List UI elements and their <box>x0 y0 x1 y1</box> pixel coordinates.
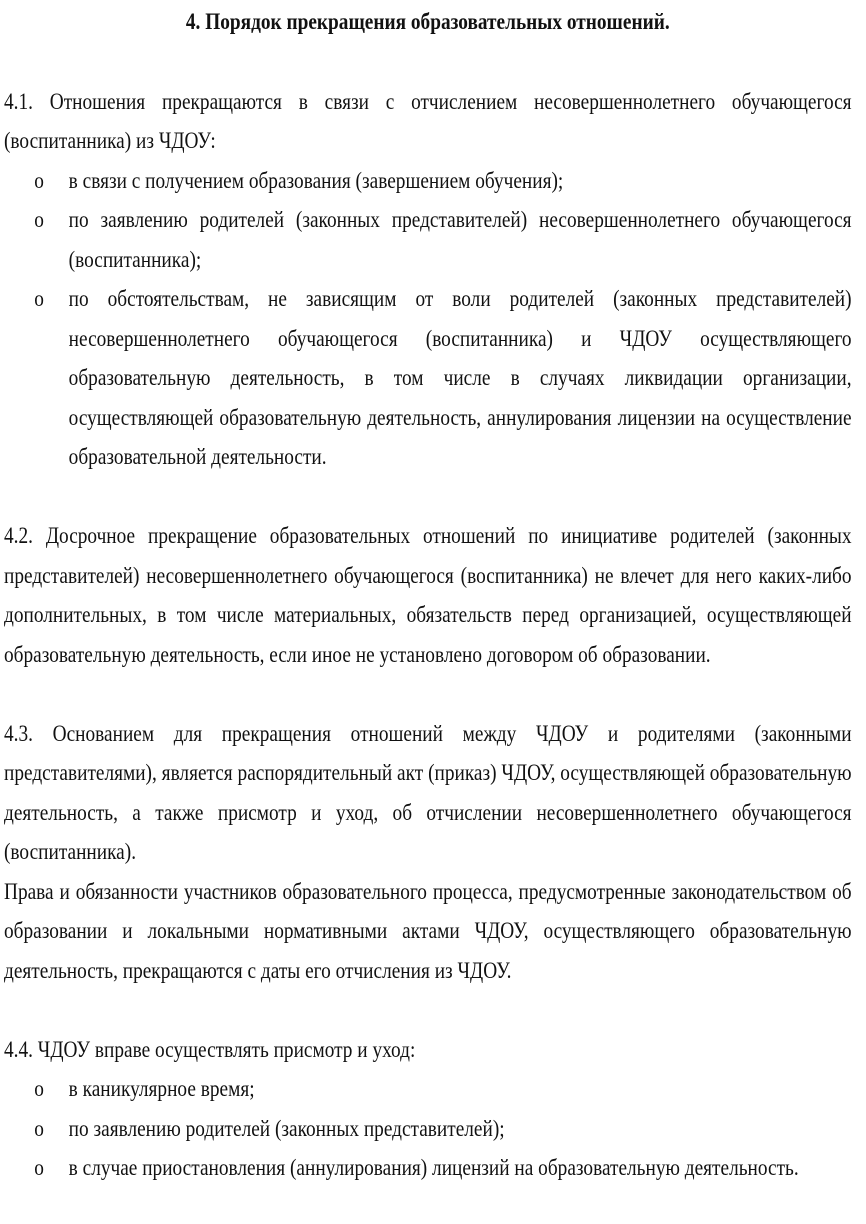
spacer <box>4 477 852 517</box>
list-item-text: по обстоятельствам, не зависящим от воли родителей (законных представителей) несовершеннолетнего обучающегося (воспитанника) и ЧДОУ осуществляющего образовательную деятельность, в том числе в случаях ликвидации организации, осуществляющей образовательную деятельность, аннулирования лицензии на осуществление образовательной деятельности. <box>68 286 852 469</box>
list-item-text: в связи с получением образования (завершением обучения); <box>68 167 564 193</box>
spacer <box>4 674 852 714</box>
paragraph-4-3: 4.3. Основанием для прекращения отношений между ЧДОУ и родителями (законными представителями), является распорядительный акт (приказ) ЧДОУ, осуществляющей образовательную деятельность, а также присмотр и уход, об отчислении несовершеннолетнего обучающегося (воспитанника). <box>4 720 852 864</box>
spacer <box>4 990 852 1030</box>
list-item-text: в случае приостановления (аннулирования) лицензий на образовательную деятельность. <box>68 1155 799 1180</box>
bullet-marker: o <box>34 1076 44 1101</box>
list-item-text: в каникулярное время; <box>68 1076 255 1101</box>
spacer <box>4 42 852 82</box>
bullet-marker: o <box>34 1155 44 1180</box>
paragraph-4-4: 4.4. ЧДОУ вправе осуществлять присмотр и уход: <box>4 1036 416 1062</box>
bullet-marker: o <box>34 207 44 232</box>
paragraph-4-2: 4.2. Досрочное прекращение образовательных отношений по инициативе родителей (законных представителей) несовершеннолетнего обучающегося (воспитанника) не влечет для него каких-либо дополнительных, в том числе материальных, обязательств перед организацией, осуществляющей образовательную деятельность, если иное не установлено договором об образовании. <box>4 523 852 667</box>
list-item-text: по заявлению родителей (законных представителей) несовершеннолетнего обучающегося (воспитанника); <box>68 207 852 272</box>
list-item <box>4 1148 852 1188</box>
list-item <box>4 200 852 279</box>
list-item-text: по заявлению родителей (законных представителей); <box>68 1115 505 1141</box>
list-item <box>4 279 852 477</box>
list-item <box>4 161 852 201</box>
list-4-4 <box>4 1069 852 1188</box>
paragraph-4-3-rights: Права и обязанности участников образовательного процесса, предусмотренные законодательством об образовании и локальными нормативными актами ЧДОУ, осуществляющего образовательную деятельность, прекращаются с даты его отчисления из ЧДОУ. <box>4 878 852 983</box>
document-page <box>4 0 852 1188</box>
bullet-marker: o <box>34 167 44 193</box>
bullet-marker: o <box>34 286 44 311</box>
paragraph-4-1: 4.1. Отношения прекращаются в связи с отчислением несовершеннолетнего обучающегося (воспитанника) из ЧДОУ: <box>4 88 852 153</box>
section-title: 4. Порядок прекращения образовательных отношений. <box>185 9 670 34</box>
bullet-marker: o <box>34 1115 44 1141</box>
list-item <box>4 1109 852 1149</box>
list-4-1 <box>4 161 852 477</box>
list-item <box>4 1069 852 1109</box>
